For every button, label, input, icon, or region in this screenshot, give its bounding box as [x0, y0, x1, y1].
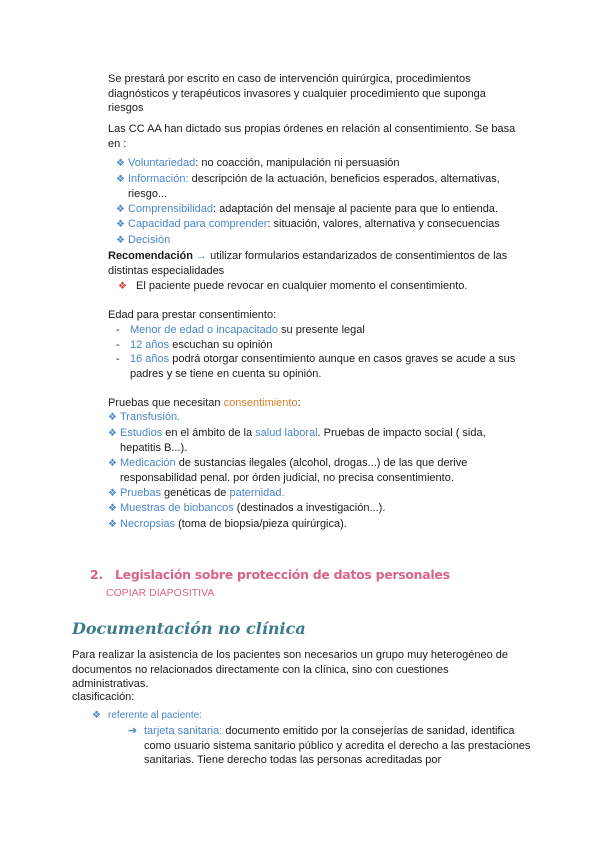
list-item: ❖ Pruebas genéticas de paternidad.	[108, 486, 518, 502]
pruebas-intro: Pruebas que necesitan consentimiento:	[108, 397, 301, 409]
diamond-bullet-icon: ❖	[116, 234, 125, 246]
section-heading: 2. Legislación sobre protección de datos personales	[90, 567, 450, 582]
referente-item: ❖ referente al paciente:	[92, 709, 392, 724]
page-title: Documentación no clínica	[72, 619, 306, 638]
diamond-bullet-icon: ❖	[108, 487, 117, 499]
list-item: ❖ Voluntariedad: no coacción, manipulación ni persuasión	[116, 156, 516, 172]
diamond-bullet-icon: ❖	[118, 281, 127, 292]
dash-bullet-icon: -	[116, 338, 120, 351]
diamond-bullet-icon: ❖	[108, 427, 117, 439]
list-item: - 12 años escuchan su opinión	[116, 338, 273, 351]
list-item: ❖ Transfusión.	[108, 410, 518, 426]
list-item: ❖ Capacidad para comprender: situación, valores, alternativa y consecuencias	[116, 217, 516, 233]
clasificacion-label: clasificación:	[72, 691, 135, 703]
section-subtitle: COPIAR DIAPOSITIVA	[106, 587, 215, 599]
list-item: - Menor de edad o incapacitado su presente legal	[116, 324, 365, 336]
tarjeta-item: ➔ tarjeta sanitaria: documento emitido por la consejerías de sanidad, identifica como usuario sistema sanitario público y acredita el derecho a las prestaciones sanitarias. Tiene derecho todas las personas acreditadas por	[128, 725, 531, 766]
revocar-item: ❖ El paciente puede revocar en cualquier momento el consentimiento.	[118, 279, 518, 295]
recomendacion-paragraph: Recomendación → utilizar formularios estandarizados de consentimientos de las distintas especialidades	[108, 250, 508, 277]
diamond-bullet-icon: ❖	[108, 412, 117, 423]
dash-bullet-icon: -	[116, 353, 120, 365]
list-item: ❖ Medicación de sustancias ilegales (alcohol, drogas...) de las que derive responsabilidad penal. por órden judicial, no precisa consentimiento.	[108, 456, 468, 484]
bases-list	[116, 156, 516, 248]
arrow-bullet-icon: ➔	[128, 725, 138, 737]
pruebas-list	[108, 410, 518, 532]
list-item: ❖ Estudios en el ámbito de la salud laboral. Pruebas de impacto social ( sida, hepatitis B...).	[108, 426, 486, 454]
diamond-bullet-icon: ❖	[108, 503, 117, 514]
diamond-bullet-icon: ❖	[108, 518, 117, 530]
diamond-bullet-icon: ❖	[116, 158, 125, 169]
list-item: ❖ Comprensibilidad: adaptación del mensaje al paciente para que lo entienda.	[116, 202, 516, 218]
intro-paragraph: Se prestará por escrito en caso de intervención quirúrgica, procedimientos diagnósticos y terapéuticos invasores y cualquier procedimiento que suponga riesgos	[108, 73, 486, 114]
dash-bullet-icon: -	[116, 324, 120, 336]
edad-title: Edad para prestar consentimiento:	[108, 309, 277, 321]
list-item: ❖ Información: descripción de la actuación, beneficios esperados, alternativas, riesgo...	[116, 172, 500, 200]
diamond-bullet-icon: ❖	[116, 203, 125, 215]
list-item: ❖ Necropsias (toma de biopsia/pieza quirúrgica).	[108, 517, 518, 533]
diamond-bullet-icon: ❖	[116, 173, 125, 185]
diamond-bullet-icon: ❖	[92, 710, 101, 721]
diamond-bullet-icon: ❖	[116, 219, 125, 230]
diamond-bullet-icon: ❖	[108, 457, 117, 469]
edad-list	[116, 323, 521, 381]
ccaa-paragraph: Las CC AA han dictado sus propias órdenes en relación al consentimiento. Se basa en :	[108, 123, 516, 150]
list-item: ❖ Decisión	[116, 233, 516, 249]
doc-intro-paragraph: Para realizar la asistencia de los pacientes son necesarios un grupo muy heterogéneo de documentos no relacionados directamente con la clínica, sino con cuestiones administrativas.	[72, 649, 508, 690]
list-item: - 16 años podrá otorgar consentimiento aunque en casos graves se acude a sus padres y se tiene en cuenta su opinión.	[116, 353, 516, 380]
list-item: ❖ Muestras de biobancos (destinados a investigación...).	[108, 501, 518, 517]
